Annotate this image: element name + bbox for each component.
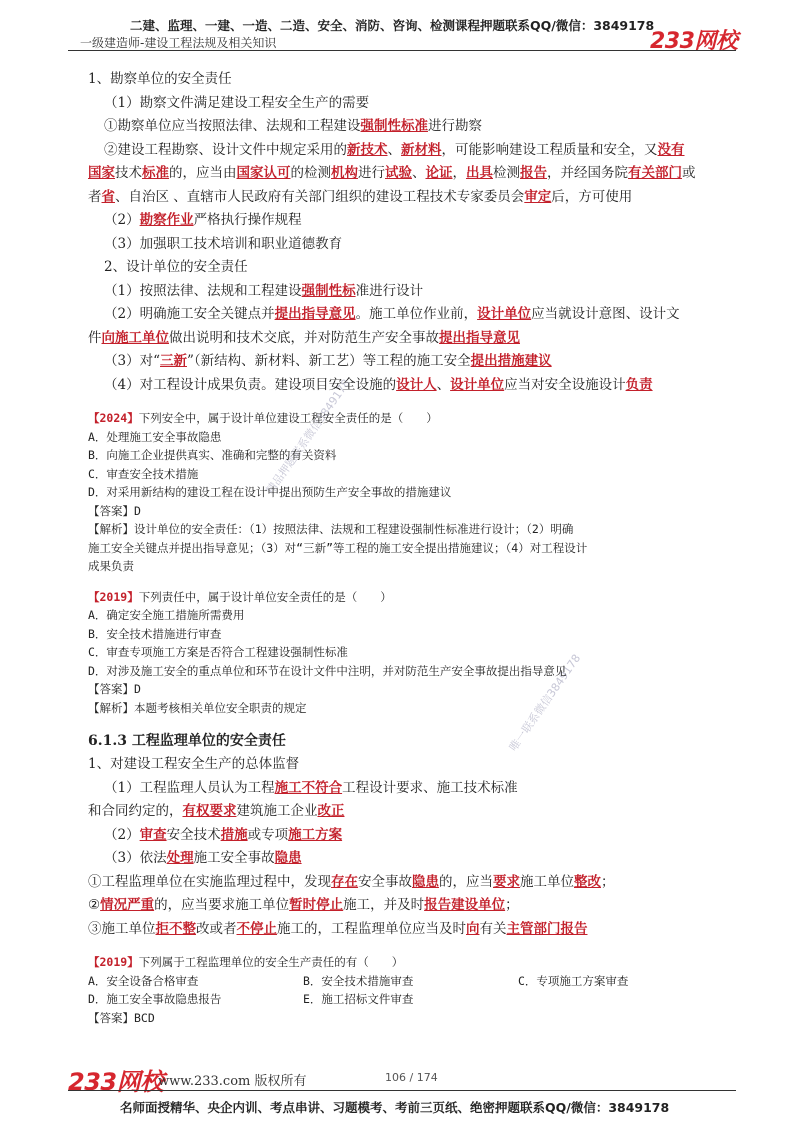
paragraph: （3）加强职工技术培训和职业道德教育 <box>104 235 343 252</box>
keyword: 存在 <box>331 873 358 890</box>
brand-logo-bottom: 233网校 <box>68 1068 164 1096</box>
section-heading: 6.1.3 工程监理单位的安全责任 <box>88 733 286 749</box>
keyword: 强制性标 <box>301 282 356 299</box>
keyword: 审查 <box>139 826 167 843</box>
paragraph: ②情况严重的，应当要求施工单位暂时停止施工，并及时报告建设单位； <box>88 897 519 913</box>
brand-logo-top: 233网校 <box>650 29 738 54</box>
keyword: 国家认可 <box>236 165 291 181</box>
keyword: 设计单位 <box>450 376 505 393</box>
keyword: 暂时停止 <box>289 897 344 913</box>
question-stem: 【2019】下列属于工程监理单位的安全生产责任的有（ ） <box>88 955 404 969</box>
section-title: 2、设计单位的安全责任 <box>104 259 248 275</box>
question-option: B．安全技术措施进行审查 <box>88 626 222 641</box>
keyword: 有权要求 <box>182 803 237 819</box>
keyword: 提出措施建议 <box>470 353 552 369</box>
paragraph: ②建设工程勘察、设计文件中规定采用的新技术、新材料，可能影响建设工程质量和安全，又没有 <box>104 141 685 158</box>
paragraph: （1）勘察文件满足建设工程安全生产的需要 <box>104 94 370 111</box>
explanation: 成果负责 <box>88 559 134 573</box>
paragraph: （4）对工程设计成果负责。建设项目安全设施的设计人、设计单位应当对安全设施设计负责 <box>104 376 653 393</box>
keyword: 拒不整 <box>155 920 196 937</box>
keyword: 审定 <box>524 188 552 205</box>
question-year: 【2024】 <box>88 411 139 425</box>
paragraph: （1）工程监理人员认为工程施工不符合工程设计要求、施工技术标准 <box>104 779 518 796</box>
keyword: 机构 <box>331 165 358 181</box>
paragraph: （2）勘察作业严格执行操作规程 <box>104 212 302 228</box>
keyword: 提出指导意见 <box>439 329 520 346</box>
question-options-row <box>88 990 740 1009</box>
answer: 【答案】D <box>88 503 141 518</box>
header-subtitle: 一级建造师-建设工程法规及相关知识 <box>80 36 277 50</box>
keyword: 勘察作业 <box>139 212 194 228</box>
paragraph: （1）按照法律、法规和工程建设强制性标准进行设计 <box>104 282 424 299</box>
question-options-row <box>88 972 740 991</box>
keyword: 情况严重 <box>100 897 155 913</box>
paragraph: ①勘察单位应当按照法律、法规和工程建设强制性标准进行勘察 <box>104 118 482 134</box>
keyword: 整改 <box>574 873 601 890</box>
keyword: 隐患 <box>412 873 439 890</box>
question-option: C．审查专项施工方案是否符合工程建设强制性标准 <box>88 645 348 659</box>
question-stem: 【2024】下列安全中，属于设计单位建设工程安全责任的是（ ） <box>88 411 438 425</box>
paragraph: 和合同约定的，有权要求建筑施工企业改正 <box>88 803 345 819</box>
question-year: 【2019】 <box>88 955 139 969</box>
question-option: B．向施工企业提供真实、准确和完整的有关资料 <box>88 448 337 462</box>
keyword: 改正 <box>317 803 345 819</box>
keyword: 提出指导意见 <box>274 306 356 322</box>
answer: 【答案】D <box>88 682 141 696</box>
explanation: 施工安全关键点并提出指导意见；（3）对“三新”等工程的施工安全提出措施建议；（4）对工程设计 <box>88 540 588 555</box>
paragraph: 者省、自治区 、直辖市人民政府有关部门组织的建设工程技术专家委员会审定后，方可使用 <box>88 188 633 205</box>
keyword: 有关部门 <box>628 165 682 181</box>
page-number: 106 / 174 <box>385 1071 438 1084</box>
keyword: 报告 <box>520 165 547 181</box>
footer-divider <box>68 1090 736 1091</box>
keyword: 试验 <box>385 165 412 181</box>
answer: 【答案】BCD <box>88 1010 155 1025</box>
keyword: 不停止 <box>236 920 277 937</box>
question-option: D．对采用新结构的建设工程在设计中提出预防生产安全事故的措施建议 <box>88 485 452 499</box>
header-contact-line: 二建、监理、一建、一造、二造、安全、消防、咨询、检测课程押题联系QQ/微信：3849178 <box>130 18 655 33</box>
page-header <box>80 16 730 52</box>
explanation: 【解析】本题考核相关单位安全职责的规定 <box>88 700 307 715</box>
keyword: 施工方案 <box>288 826 343 843</box>
keyword: 新材料 <box>401 141 442 158</box>
keyword: 强制性标准 <box>360 118 428 134</box>
paragraph: 国家技术标准的，应当由国家认可的检测机构进行试验、论证，出具检测报告，并经国务院有关部门或 <box>88 165 696 181</box>
keyword: 隐患 <box>274 850 302 866</box>
keyword: 出具 <box>466 165 493 181</box>
keyword: 三新 <box>160 353 187 369</box>
keyword: 处理 <box>166 850 194 866</box>
footer-contact-line: 名师面授精华、央企内训、考点串讲、习题模考、考前三页纸、绝密押题联系QQ/微信：3849178 <box>120 1100 670 1115</box>
keyword: 措施 <box>220 826 248 843</box>
keyword: 向施工单位 <box>101 329 169 346</box>
section-title: 1、勘察单位的安全责任 <box>88 71 232 87</box>
section-title: 1、对建设工程安全生产的总体监督 <box>88 756 300 772</box>
header-divider <box>68 50 736 51</box>
paragraph: （2）明确施工安全关键点并提出指导意见。施工单位作业前，设计单位应当就设计意图、设计文 <box>104 306 680 322</box>
keyword: 标准 <box>142 165 169 181</box>
keyword: 新技术 <box>347 141 388 158</box>
paragraph: （2）审查安全技术措施或专项施工方案 <box>104 826 343 843</box>
question-stem: 【2019】下列责任中，属于设计单位安全责任的是（ ） <box>88 589 392 604</box>
keyword: 报告建设单位 <box>424 897 506 913</box>
watermark: 精品押题联系微信3849178 <box>263 376 353 497</box>
question-option: A．处理施工安全事故隐患 <box>88 429 222 444</box>
keyword: 要求 <box>493 873 520 890</box>
footer-site: www.233.com 版权所有 <box>158 1074 307 1089</box>
paragraph: 件向施工单位做出说明和技术交底，并对防范生产安全事故提出指导意见 <box>88 329 520 346</box>
paragraph: ③施工单位拒不整改或者不停止施工的，工程监理单位应当及时向有关主管部门报告 <box>88 920 588 937</box>
question-option: A．安全设备合格审查 <box>88 973 199 988</box>
keyword: 设计人 <box>396 376 437 393</box>
keyword: 国家 <box>88 165 115 181</box>
question-option: D．对涉及施工安全的重点单位和环节在设计文件中注明，并对防范生产安全事故提出指导意见 <box>88 663 567 678</box>
question-year: 【2019】 <box>88 589 139 604</box>
keyword: 负责 <box>625 376 653 393</box>
document-body <box>88 68 740 1027</box>
keyword: 施工不符合 <box>274 779 343 796</box>
watermark: 唯一联系微信3849178 <box>506 651 584 754</box>
keyword: 论证 <box>425 165 453 181</box>
question-option: E．施工招标文件审查 <box>303 992 414 1006</box>
keyword: 主管部门报告 <box>506 920 588 937</box>
keyword: 向 <box>466 920 480 937</box>
keyword: 设计单位 <box>477 306 532 322</box>
question-option: B．安全技术措施审查 <box>303 973 414 988</box>
paragraph: ①工程监理单位在实施监理过程中，发现存在安全事故隐患的，应当要求施工单位整改； <box>88 873 615 890</box>
paragraph: （3）依法处理施工安全事故隐患 <box>104 850 302 866</box>
explanation: 【解析】设计单位的安全责任：（1）按照法律、法规和工程建设强制性标准进行设计；（2）明确 <box>88 522 574 536</box>
keyword: 没有 <box>657 141 685 158</box>
keyword: 省 <box>101 188 115 205</box>
question-option: C．审查安全技术措施 <box>88 466 199 481</box>
question-option: D．施工安全事故隐患报告 <box>88 992 222 1006</box>
paragraph: （3）对“三新”（新结构、新材料、新工艺）等工程的施工安全提出措施建议 <box>104 353 552 369</box>
question-option: A．确定安全施工措施所需费用 <box>88 608 245 622</box>
question-option: C．专项施工方案审查 <box>518 973 629 988</box>
